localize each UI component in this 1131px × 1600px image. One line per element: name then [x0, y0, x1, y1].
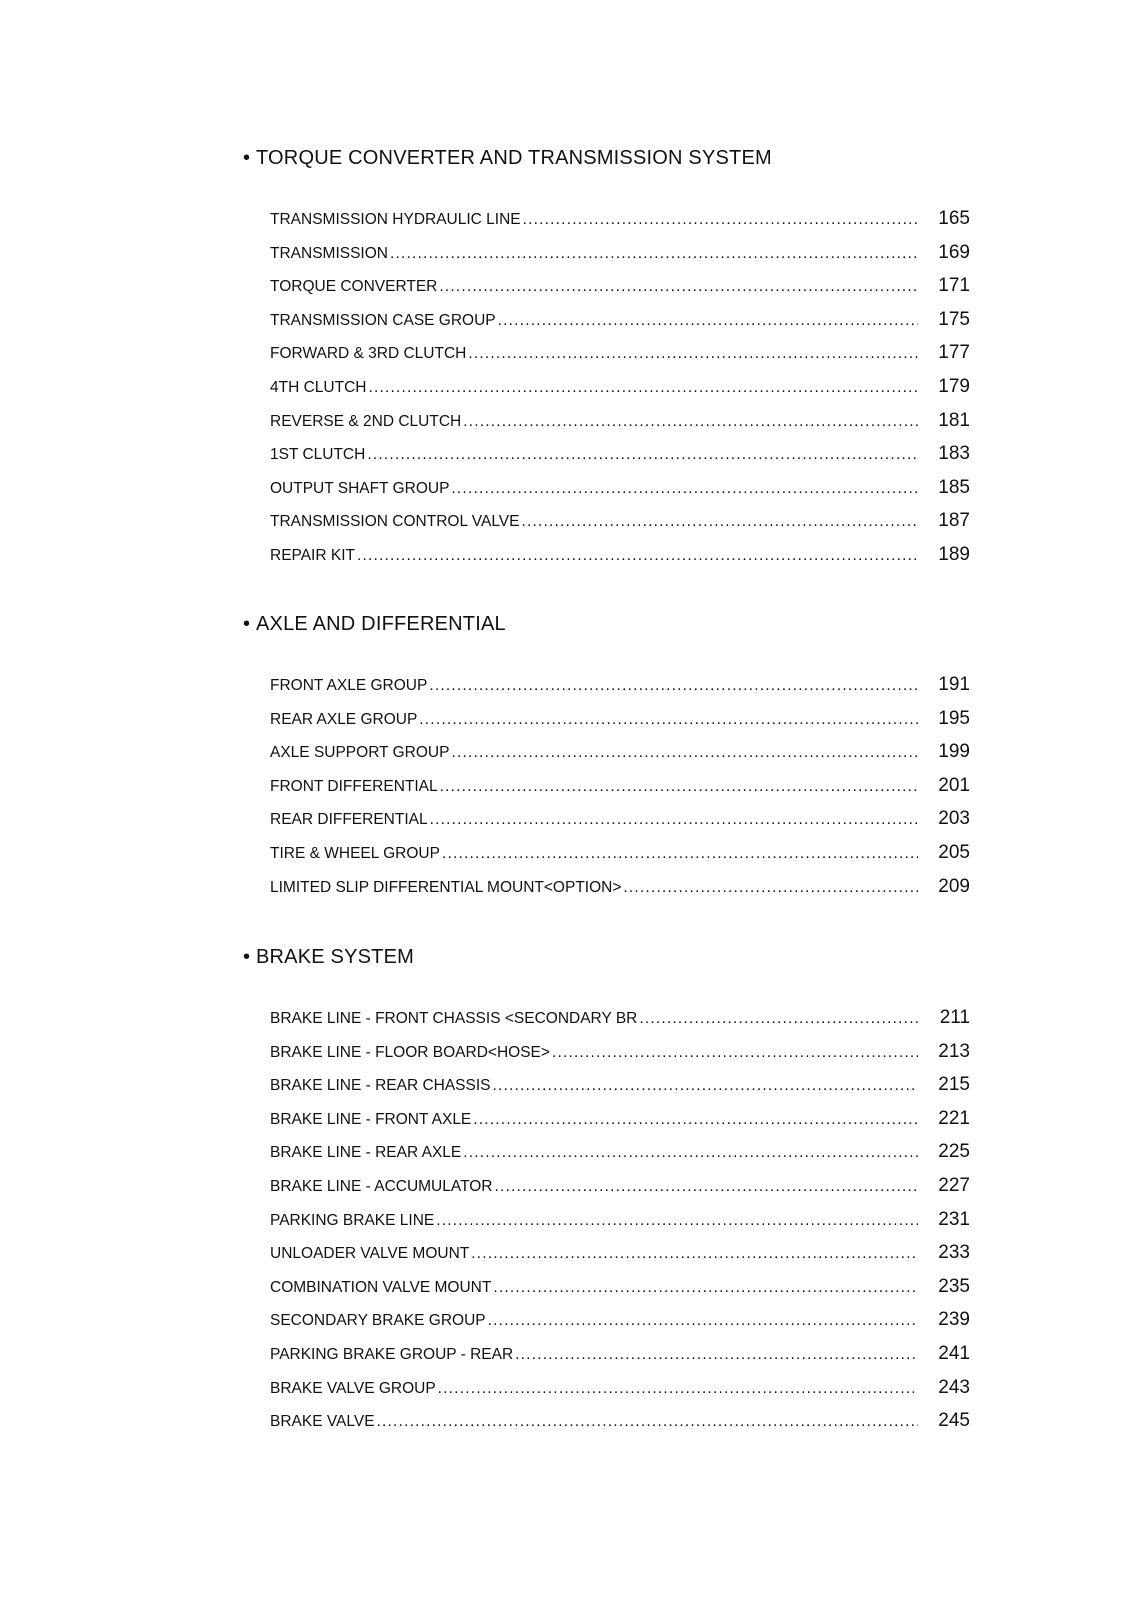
toc-entry-page-number: 195 — [938, 707, 970, 729]
toc-entry-label: AXLE SUPPORT GROUP — [270, 744, 450, 762]
toc-entry[interactable] — [270, 504, 970, 538]
toc-entry-label: FRONT AXLE GROUP — [270, 677, 428, 694]
toc-entry-page-number: 179 — [938, 375, 970, 397]
dot-leader — [390, 237, 918, 270]
toc-entry-label: TORQUE CONVERTER — [270, 278, 438, 296]
toc-entry-label: LIMITED SLIP DIFFERENTIAL MOUNT<OPTION> — [270, 878, 622, 896]
toc-entry-label: BRAKE LINE - ACCUMULATOR — [270, 1177, 493, 1195]
toc-entry[interactable] — [270, 236, 970, 270]
dot-leader — [521, 505, 918, 538]
dot-leader — [493, 1271, 918, 1304]
toc-entry-label: 1ST CLUTCH — [270, 446, 366, 464]
toc-entry[interactable] — [270, 836, 970, 870]
dot-leader — [442, 837, 918, 870]
toc-entry-page-number: 189 — [938, 543, 970, 565]
toc-entry[interactable] — [270, 1135, 970, 1169]
toc-entry[interactable] — [270, 1337, 970, 1371]
toc-entry-page-number: 215 — [938, 1074, 970, 1096]
toc-entry-label: UNLOADER VALVE MOUNT — [270, 1245, 470, 1263]
toc-entry-page-number: 183 — [938, 443, 970, 465]
toc-entry-page-number: 241 — [938, 1342, 970, 1364]
toc-entry-page-number: 181 — [938, 409, 970, 431]
toc-entry-page-number: 205 — [938, 841, 970, 863]
toc-entry-page-number: 245 — [938, 1410, 970, 1432]
section-heading-text: AXLE AND DIFFERENTIAL — [256, 613, 506, 635]
toc-entry-label: REVERSE & 2ND CLUTCH — [270, 412, 462, 430]
toc-entry[interactable] — [270, 769, 970, 803]
toc-entry-label: OUTPUT SHAFT GROUP — [270, 479, 450, 497]
toc-entry-list — [270, 668, 970, 903]
toc-entry-page-number: 227 — [938, 1174, 970, 1196]
toc-entry-label: BRAKE LINE - FLOOR BOARD<HOSE> — [270, 1043, 550, 1061]
toc-entry-page-number: 169 — [938, 241, 970, 263]
toc-entry-label: SECONDARY BRAKE GROUP — [270, 1312, 486, 1330]
toc-entry[interactable] — [270, 802, 970, 836]
dot-leader — [377, 1405, 918, 1438]
section-heading — [243, 612, 506, 636]
dot-leader — [357, 539, 918, 572]
dot-leader — [463, 405, 918, 438]
toc-entry[interactable] — [270, 1203, 970, 1237]
toc-entry-page-number: 243 — [938, 1376, 970, 1398]
toc-entry[interactable] — [270, 437, 970, 471]
dot-leader — [498, 304, 918, 337]
toc-entry-page-number: 221 — [938, 1107, 970, 1129]
toc-entry[interactable] — [270, 303, 970, 337]
toc-entry[interactable] — [270, 471, 970, 505]
dot-leader — [439, 270, 918, 303]
toc-entry-label: TIRE & WHEEL GROUP — [270, 844, 440, 862]
dot-leader — [488, 1304, 918, 1337]
toc-entry-page-number: 187 — [938, 510, 970, 532]
section-heading — [243, 146, 772, 170]
toc-entry[interactable] — [270, 1068, 970, 1102]
toc-entry-page-number: 211 — [939, 1007, 970, 1028]
toc-entry-page-number: 199 — [938, 741, 970, 763]
toc-entry-page-number: 231 — [938, 1208, 970, 1230]
toc-entry-page-number: 213 — [938, 1040, 970, 1062]
toc-entry[interactable] — [270, 1404, 970, 1438]
toc-entry-page-number: 201 — [938, 774, 970, 796]
toc-entry-page-number: 233 — [938, 1242, 970, 1264]
dot-leader — [367, 438, 918, 471]
dot-leader — [495, 1170, 918, 1203]
toc-entry-label: FRONT DIFFERENTIAL — [270, 777, 438, 795]
toc-entry-label: FORWARD & 3RD CLUTCH — [270, 345, 467, 363]
toc-entry[interactable] — [270, 269, 970, 303]
toc-entry[interactable] — [270, 1236, 970, 1270]
toc-entry[interactable] — [270, 1371, 970, 1405]
dot-leader — [419, 703, 918, 736]
toc-entry-label: PARKING BRAKE LINE — [270, 1211, 435, 1229]
section-heading-text: TORQUE CONVERTER AND TRANSMISSION SYSTEM — [256, 147, 772, 169]
toc-entry-label: 4TH CLUTCH — [270, 378, 367, 396]
toc-entry-page-number: 177 — [938, 342, 970, 364]
toc-entry-page-number: 239 — [938, 1309, 970, 1331]
toc-entry-label: REPAIR KIT — [270, 546, 355, 564]
toc-entry[interactable] — [270, 202, 970, 236]
toc-entry-label: TRANSMISSION — [270, 244, 388, 262]
toc-entry[interactable] — [270, 1270, 970, 1304]
toc-entry-label: COMBINATION VALVE MOUNT — [270, 1278, 492, 1296]
dot-leader — [438, 1372, 918, 1405]
toc-entry-page-number: 191 — [938, 674, 970, 695]
toc-entry[interactable] — [270, 668, 970, 702]
toc-entry[interactable] — [270, 702, 970, 736]
toc-entry-label: BRAKE VALVE — [270, 1413, 375, 1431]
toc-entry-label: REAR AXLE GROUP — [270, 710, 418, 728]
toc-entry-page-number: 165 — [938, 208, 970, 229]
toc-entry-label: TRANSMISSION CONTROL VALVE — [270, 513, 520, 531]
toc-entry-label: BRAKE VALVE GROUP — [270, 1379, 436, 1397]
toc-entry-page-number: 235 — [938, 1275, 970, 1297]
toc-entry-list — [270, 1001, 970, 1438]
toc-entry-label: TRANSMISSION CASE GROUP — [270, 311, 496, 329]
dot-leader — [451, 472, 918, 505]
bullet-icon: • — [243, 946, 251, 968]
dot-leader — [471, 1237, 918, 1270]
dot-leader — [463, 1136, 918, 1169]
toc-entry-label: BRAKE LINE - REAR CHASSIS — [270, 1077, 491, 1095]
toc-entry[interactable] — [270, 870, 970, 904]
toc-entry-label: BRAKE LINE - REAR AXLE — [270, 1144, 462, 1162]
toc-entry-list — [270, 202, 970, 572]
dot-leader — [515, 1338, 918, 1371]
toc-entry-page-number: 185 — [938, 476, 970, 498]
section-heading — [243, 945, 414, 969]
toc-entry-label: TRANSMISSION HYDRAULIC LINE — [270, 211, 521, 228]
dot-leader — [552, 1036, 918, 1069]
dot-leader — [639, 1002, 918, 1035]
toc-entry[interactable] — [270, 404, 970, 438]
toc-entry-page-number: 171 — [938, 275, 970, 297]
bullet-icon: • — [243, 147, 251, 169]
toc-entry[interactable] — [270, 336, 970, 370]
dot-leader — [473, 1103, 918, 1136]
toc-entry[interactable] — [270, 1035, 970, 1069]
section-heading-text: BRAKE SYSTEM — [256, 946, 414, 968]
dot-leader — [523, 203, 918, 236]
toc-entry[interactable] — [270, 1303, 970, 1337]
toc-entry-label: BRAKE LINE - FRONT AXLE — [270, 1110, 472, 1128]
dot-leader — [430, 803, 918, 836]
dot-leader — [436, 1204, 918, 1237]
toc-entry[interactable] — [270, 1102, 970, 1136]
dot-leader — [368, 371, 918, 404]
toc-entry-label: BRAKE LINE - FRONT CHASSIS <SECONDARY BR — [270, 1010, 638, 1027]
toc-entry-page-number: 209 — [938, 875, 970, 897]
dot-leader — [623, 871, 918, 904]
toc-entry-label: REAR DIFFERENTIAL — [270, 811, 428, 829]
dot-leader — [440, 770, 918, 803]
toc-entry[interactable] — [270, 735, 970, 769]
toc-entry-page-number: 225 — [938, 1141, 970, 1163]
bullet-icon: • — [243, 613, 251, 635]
toc-entry[interactable] — [270, 1001, 970, 1035]
dot-leader — [451, 736, 918, 769]
toc-entry-label: PARKING BRAKE GROUP - REAR — [270, 1345, 514, 1363]
toc-entry-page-number: 175 — [938, 308, 970, 330]
toc-entry[interactable] — [270, 1169, 970, 1203]
dot-leader — [493, 1069, 918, 1102]
toc-entry[interactable] — [270, 370, 970, 404]
dot-leader — [429, 669, 918, 702]
toc-entry-page-number: 203 — [938, 808, 970, 830]
dot-leader — [468, 337, 918, 370]
toc-entry[interactable] — [270, 538, 970, 572]
